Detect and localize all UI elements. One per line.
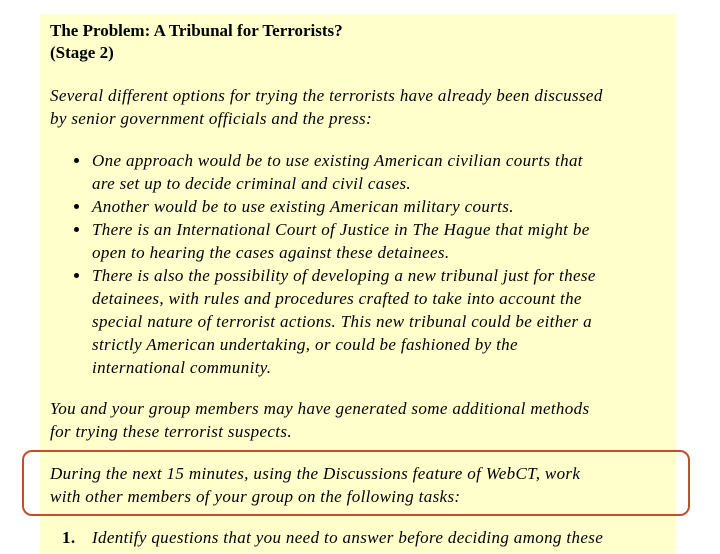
list-item-line: There is an International Court of Justice in The Hague that might be xyxy=(92,220,590,239)
list-item-line: special nature of terrorist actions. This new tribunal could be either a xyxy=(92,312,592,331)
task-line-2: with other members of your group on the following tasks: xyxy=(50,487,461,506)
intro-line-2: by senior government officials and the press: xyxy=(50,109,373,128)
task-paragraph xyxy=(50,462,675,508)
page-title xyxy=(50,20,343,64)
list-item-line: Another would be to use existing American military courts. xyxy=(92,197,514,216)
list-item-line: are set up to decide criminal and civil cases. xyxy=(92,174,412,193)
outro-line-1: You and your group members may have generated some additional methods xyxy=(50,399,590,418)
list-item-line: international community. xyxy=(92,358,272,377)
list-item xyxy=(70,149,670,195)
numbered-item xyxy=(62,526,603,549)
intro-paragraph xyxy=(50,84,675,130)
bullet-icon xyxy=(74,204,79,209)
options-list xyxy=(70,149,670,379)
bullet-icon xyxy=(74,273,79,278)
bullet-icon xyxy=(74,227,79,232)
list-item xyxy=(70,264,670,379)
list-item-line: There is also the possibility of developing a new tribunal just for these xyxy=(92,266,596,285)
list-item-line: open to hearing the cases against these detainees. xyxy=(92,243,450,262)
numbered-item-number: 1. xyxy=(62,528,76,547)
bullet-icon xyxy=(74,158,79,163)
list-item-line: strictly American undertaking, or could be fashioned by the xyxy=(92,335,518,354)
list-item-line: detainees, with rules and procedures crafted to take into account the xyxy=(92,289,582,308)
document-page xyxy=(40,14,676,554)
numbered-item-text: Identify questions that you need to answer before deciding among these xyxy=(92,528,604,547)
title-line-1: The Problem: A Tribunal for Terrorists? xyxy=(50,21,343,40)
list-item xyxy=(70,218,670,264)
outro-paragraph xyxy=(50,397,675,443)
title-line-2: (Stage 2) xyxy=(50,43,114,62)
task-line-1: During the next 15 minutes, using the Discussions feature of WebCT, work xyxy=(50,464,581,483)
intro-line-1: Several different options for trying the terrorists have already been discussed xyxy=(50,86,603,105)
list-item-line: One approach would be to use existing American civilian courts that xyxy=(92,151,583,170)
list-item xyxy=(70,195,670,218)
outro-line-2: for trying these terrorist suspects. xyxy=(50,422,292,441)
